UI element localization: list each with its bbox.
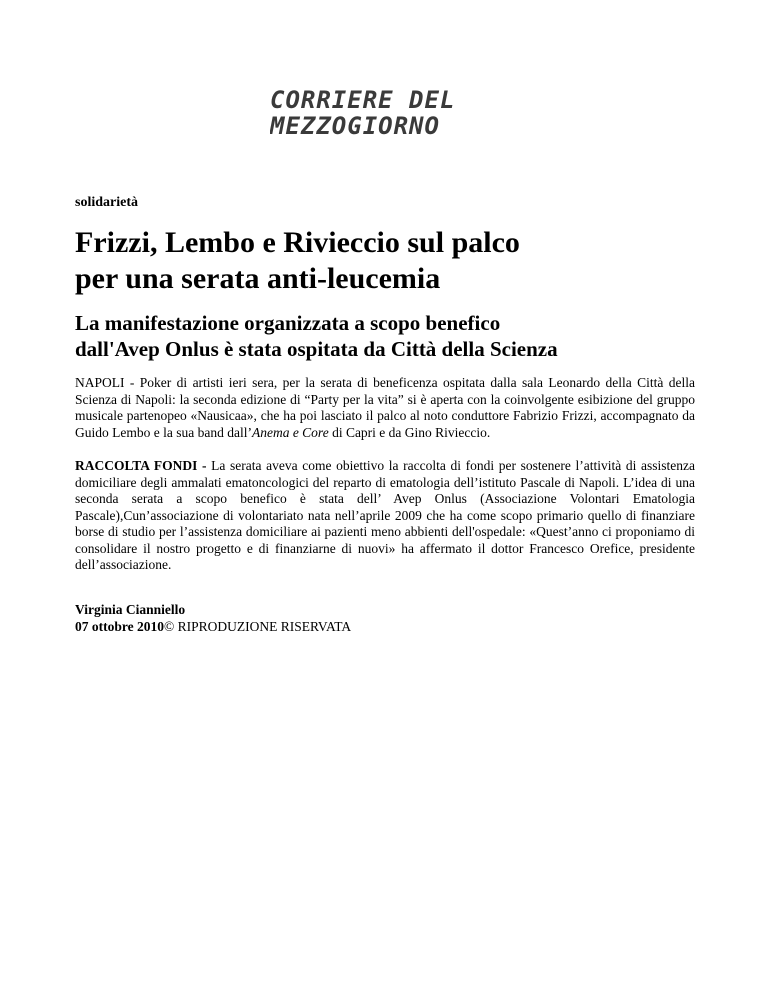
paragraph-fundraising-text: La serata aveva come obiettivo la raccolta di fondi per sostenere l’attività di assistenza domiciliare degli ammalati ematoncologici del reparto di ematologia dell’istituto Pascale di Napoli. L’idea di una seconda serata a scopo benefico è stata dell’ Avep Onlus (Associazione Volontari Ematologia Pascale),Cun’associazione di volontariato nata nell’aprile 2009 che ha come scopo primario quello di finanziare borse di studio per l’assistenza domiciliare ai pazienti meno abbienti dell'ospedale: «Quest’anno ci proponiamo di consolidare il nostro progetto e di finanziarne di nuovi» ha affermato il dottor Francesco Orefice, presidente dell’associazione.: [75, 458, 696, 572]
copyright-notice: © RIPRODUZIONE RISERVATA: [164, 618, 352, 634]
subheadline: [75, 310, 715, 362]
paragraph-lead: RACCOLTA FONDI -: [75, 458, 207, 473]
paragraph-intro-text: NAPOLI - Poker di artisti ieri sera, per la serata di beneficenza ospitata dalla sala Leonardo della Città della Scienza di Napoli: la seconda edizione di “Party per la vita” si è aperta con la coinvolgente esibizione del gruppo musicale partenopeo «Nausicaa», che ha poi lasciato il palco al noto conduttore Fabrizio Frizzi, accompagnato da Guido Lembo e la sua band dall’: [75, 375, 695, 440]
logo-graphic: [270, 86, 502, 138]
paragraph-fundraising: [75, 458, 695, 574]
italic-band-name: Anema e Core: [251, 424, 329, 440]
logo-line1: CORRIERE DEL: [270, 86, 456, 114]
author-name: Virginia Cianniello: [75, 602, 186, 617]
section-label: solidarietà: [75, 195, 138, 210]
subheadline-line2: dall'Avep Onlus è stata ospitata da Città della Scienza: [75, 337, 558, 361]
article-body: [75, 375, 695, 591]
newspaper-logo: [270, 86, 502, 138]
subheadline-line1: La manifestazione organizzata a scopo benefico: [75, 311, 501, 335]
headline: [75, 225, 695, 297]
paragraph-intro-tail: di Capri e da Gino Rivieccio.: [328, 424, 491, 440]
headline-line1: Frizzi, Lembo e Rivieccio sul palco: [75, 226, 520, 259]
publish-date: 07 ottobre 2010: [75, 618, 164, 634]
byline: [75, 602, 695, 635]
paragraph-intro: [75, 375, 695, 441]
headline-line2: per una serata anti-leucemia: [75, 262, 441, 295]
logo-line2: MEZZOGIORNO: [270, 112, 440, 138]
